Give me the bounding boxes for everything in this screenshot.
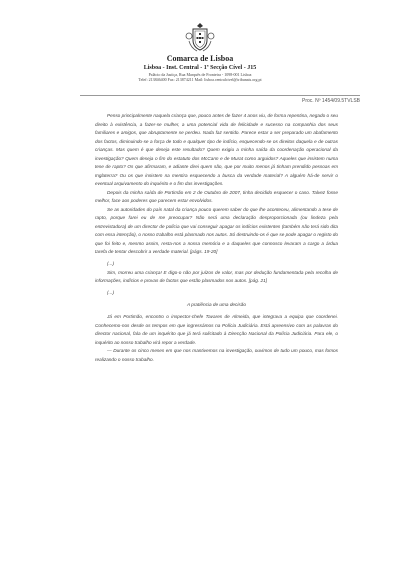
paragraph: Se as autoridades do país natal da criança pouco querem saber do que lhe aconteceu, alimentando a tese de rapto, porque farei eu de me preocupar? Não será uma declaração desproporcionada (ou lindeza pela entrevistadora) de um director de polícia que vai conseguir apagar os indícios existentes (também não terá sido dita com essa intenção), o nosso trabalho está plasmado nos autos. Só destruindo-os é que se pode apagar o registo do que foi feito e, mesmo assim, resta-nos a nossa memória e a daqueles que connosco levaram a cargo a árdua tarefa de tentar descobrir a verdade material. [págs. 19-20] bbox=[95, 206, 338, 254]
process-number: Proc. Nº 1454/09.5TVLSB bbox=[302, 98, 360, 104]
paragraph: Sim, morreu uma criança! E digo-o não por juízos de valor, mas por dedução fundamentada pela recolha de informações, indícios e provas de factos que estão plasmados nos autos. [pág. 21] bbox=[95, 269, 338, 283]
paragraph: — Durante os cinco meses em que nos mantivemos na investigação, ouvimos de tudo um pouco, mas fomos realizando o nosso trabalho. bbox=[95, 348, 338, 362]
ellipsis-marker: (...) bbox=[107, 261, 115, 266]
paragraph: Penso principalmente naquela criança que, pouco antes de fazer 4 anos viu, de forma repentina, negado o seu direito à existência, a fazer-se mulher, a uma potencial vida de felicidade e sucesso na companhia dos seus familiares e amigos, que abruptamente se perdeu. Nada faz sentido. Parece estar a ser preparado um abafamento dos factos, diminuindo-se a força de todo e qualquer tipo de indício, esquecendo-se os direitos daquela e de outras crianças. Mas quem é que deseja este resultado? Quem exigiu a minha saída da coordenação operacional da investigação? Quem deseja o fim do estatuto dos McCann e de Murat como arguidos? Aqueles que insistem numa tese de rapto? Os que afirmaram, e adiante direi quem são, que por muito menos já tinham prendido pessoas em Inglaterra? Ou os que insistem na mentira esquecendo a busca da verdade material? A alguém há-de servir o eventual arquivamento do inquérito e o fim das investigações. bbox=[95, 113, 338, 186]
court-address: Palácio da Justiça, Rua Marquês de Fronteira - 1098-001 Lisboa bbox=[148, 72, 252, 77]
court-name: Comarca de Lisboa bbox=[166, 54, 234, 63]
header-divider bbox=[80, 95, 360, 96]
ellipsis-marker: (...) bbox=[107, 290, 115, 295]
court-header bbox=[0, 54, 400, 82]
process-line bbox=[80, 95, 360, 104]
document-body bbox=[95, 112, 338, 364]
paragraph: Já em Portimão, encontro o inspector-chefe Tavares de Almeida, que integrava a equipa que coordenei. Conhecemo-nos desde os tempos em que ingressámos na Polícia Judiciária. Está apreensivo com as palavras do director nacional, fala de um inquérito que já terá solicitado à Direcção Nacional da Polícia Judiciária. Para ele, o inquérito ao nosso trabalho virá repor a verdade. bbox=[95, 314, 338, 345]
section-title: A pratiência de uma decisão bbox=[187, 302, 246, 307]
court-contacts: Telef: 213846400 Fax: 213874211 Mail: lisboa.centralcivel@tribunais.org.pt bbox=[138, 77, 262, 82]
paragraph: Depois da minha saída de Portimão em 2 de Outubro de 2007, tinha decidido esquecer o caso. Talvez fosse melhor, face aos poderes que parecem estar envolvidos. bbox=[95, 189, 338, 203]
coat-of-arms-emblem bbox=[185, 22, 215, 52]
court-section: Lisboa - Inst. Central - 1ª Secção Cível - J15 bbox=[143, 65, 257, 71]
